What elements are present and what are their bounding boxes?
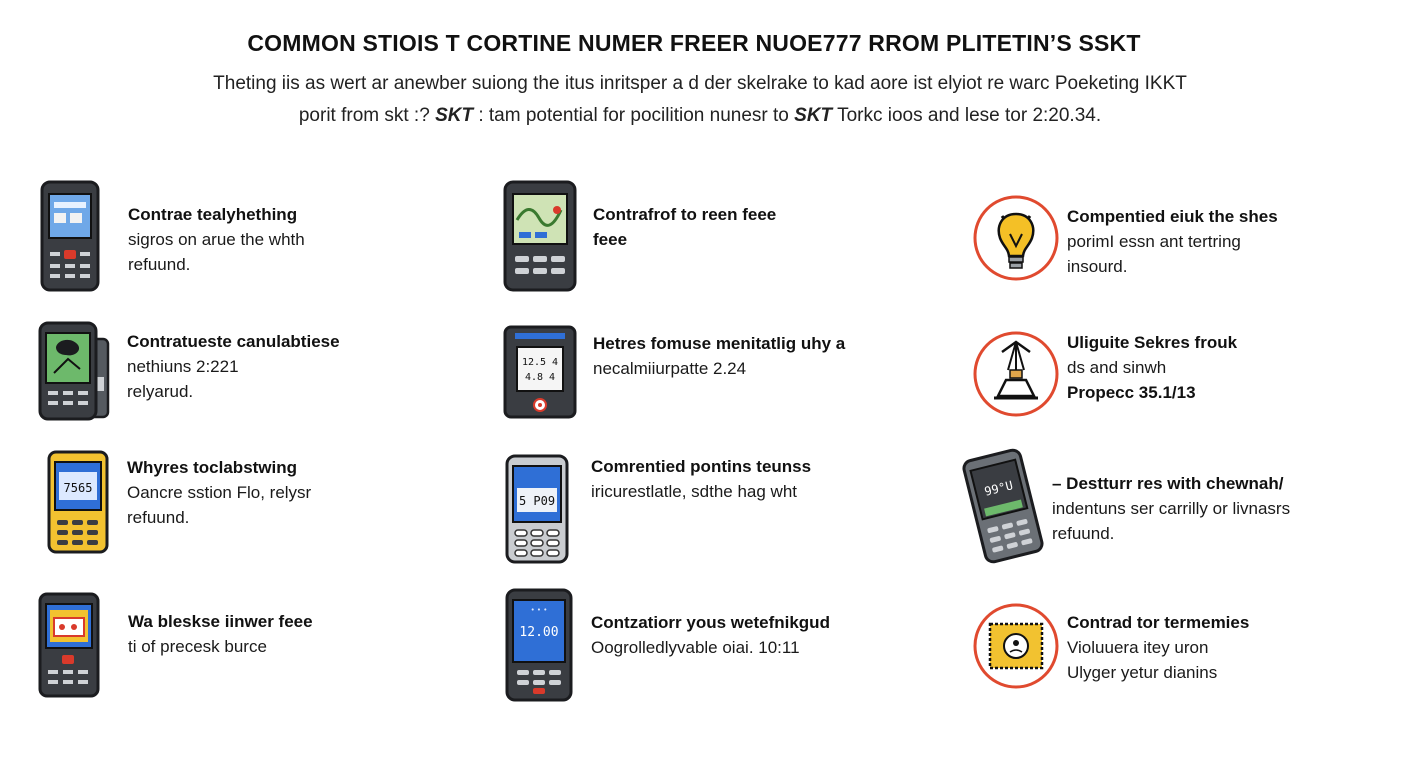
item-title: Contzatiorr yous wetefnikgud bbox=[591, 613, 830, 632]
item-line: indentuns ser carrilly or livnasrs bbox=[1052, 499, 1291, 518]
svg-text:4.8 4: 4.8 4 bbox=[524, 372, 556, 383]
item-title: Comrentied pontins teunss bbox=[591, 457, 812, 476]
item-line: Ulyger yetur dianins bbox=[1067, 663, 1218, 682]
item-title: Uliguite Sekres frouk bbox=[1067, 333, 1238, 352]
item-line: refuund. bbox=[127, 508, 190, 527]
svg-text:99°U: 99°U bbox=[982, 478, 1015, 499]
tablet-phone-icon bbox=[503, 325, 579, 424]
item-title: Compentied eiuk the shes bbox=[1067, 207, 1278, 226]
dark-phone-envelope-icon bbox=[38, 592, 100, 703]
dark-phone-chart-icon bbox=[503, 180, 577, 299]
item-line: insourd. bbox=[1067, 257, 1128, 276]
yellow-phone-icon bbox=[47, 450, 109, 559]
stamp-ticket-icon bbox=[972, 602, 1062, 697]
item-title: Contrad tor termemies bbox=[1067, 613, 1250, 632]
item-line: sigros on arue the whth bbox=[128, 230, 305, 249]
item-line: Propecc 35.1/13 bbox=[1067, 383, 1196, 402]
subtitle-line-1: Theting iis as wert ar anewber suiong the itus inritsper a d der skelrake to kad aore ist elyiot re warc Poeketing IKKT bbox=[213, 73, 1187, 94]
item-title: – Destturr res with chewnah/ bbox=[1052, 474, 1284, 493]
item-line: necalmiiurpatte 2.24 bbox=[593, 359, 747, 378]
subtitle-keyword-skt-1: SKT bbox=[435, 105, 474, 126]
tilted-phone-icon bbox=[958, 448, 1048, 569]
item-line: Oancre sstion Flo, relysr bbox=[127, 483, 312, 502]
item-title: Whyres toclabstwing bbox=[127, 458, 298, 477]
item-title: Hetres fomuse menitatlig uhy a bbox=[593, 334, 846, 353]
item-line: feee bbox=[593, 230, 628, 249]
antenna-tower-icon bbox=[972, 330, 1062, 425]
svg-text:12.00: 12.00 bbox=[519, 625, 559, 640]
svg-text:12.5 4: 12.5 4 bbox=[521, 357, 559, 368]
subtitle-line-2 bbox=[0, 100, 1400, 132]
item-line: refuund. bbox=[128, 255, 191, 274]
svg-text:• • •: • • • bbox=[530, 606, 548, 614]
page-subtitle bbox=[0, 68, 1400, 132]
item-title: Contratueste canulabtiese bbox=[127, 332, 340, 351]
item-line: ds and sinwh bbox=[1067, 358, 1167, 377]
item-line: nethiuns 2:221 bbox=[127, 357, 239, 376]
item-line: iricurestlatle, sdthe hag wht bbox=[591, 482, 797, 501]
subtitle-text-a: porit from skt :? bbox=[298, 105, 430, 126]
dual-phone-icon bbox=[38, 321, 112, 426]
subtitle-text-c: : tam potential for pocilition nunesr to bbox=[478, 105, 789, 126]
svg-text:5 P09: 5 P09 bbox=[518, 494, 556, 508]
item-line: porimI essn ant tertring bbox=[1067, 232, 1241, 251]
lightbulb-icon bbox=[972, 194, 1062, 289]
page-title: COMMON STIOIS T CORTINE NUMER FREER NUOE777 RROM PLITETIN’S SSKT bbox=[247, 30, 1141, 56]
dark-phone-icon bbox=[40, 180, 102, 299]
subtitle-keyword-skt-2: SKT bbox=[794, 105, 833, 126]
item-title: Contrae tealyhething bbox=[128, 205, 298, 224]
item-line: Oogrolledlyvable oiai. 10:11 bbox=[591, 638, 800, 657]
item-title: Contrafrof to reen feee bbox=[593, 205, 777, 224]
item-line: ti of precesk burce bbox=[128, 637, 267, 656]
item-title: Wa bleskse iinwer feee bbox=[128, 612, 313, 631]
svg-text:7565: 7565 bbox=[63, 481, 93, 495]
blue-screen-phone-icon bbox=[505, 588, 575, 709]
gray-phone-icon bbox=[505, 454, 571, 571]
item-line: refuund. bbox=[1052, 524, 1115, 543]
subtitle-text-e: Torkc ioos and lese tor 2:20.34. bbox=[837, 105, 1102, 126]
item-line: Violuuera itey uron bbox=[1067, 638, 1209, 657]
item-line: relyarud. bbox=[127, 382, 194, 401]
